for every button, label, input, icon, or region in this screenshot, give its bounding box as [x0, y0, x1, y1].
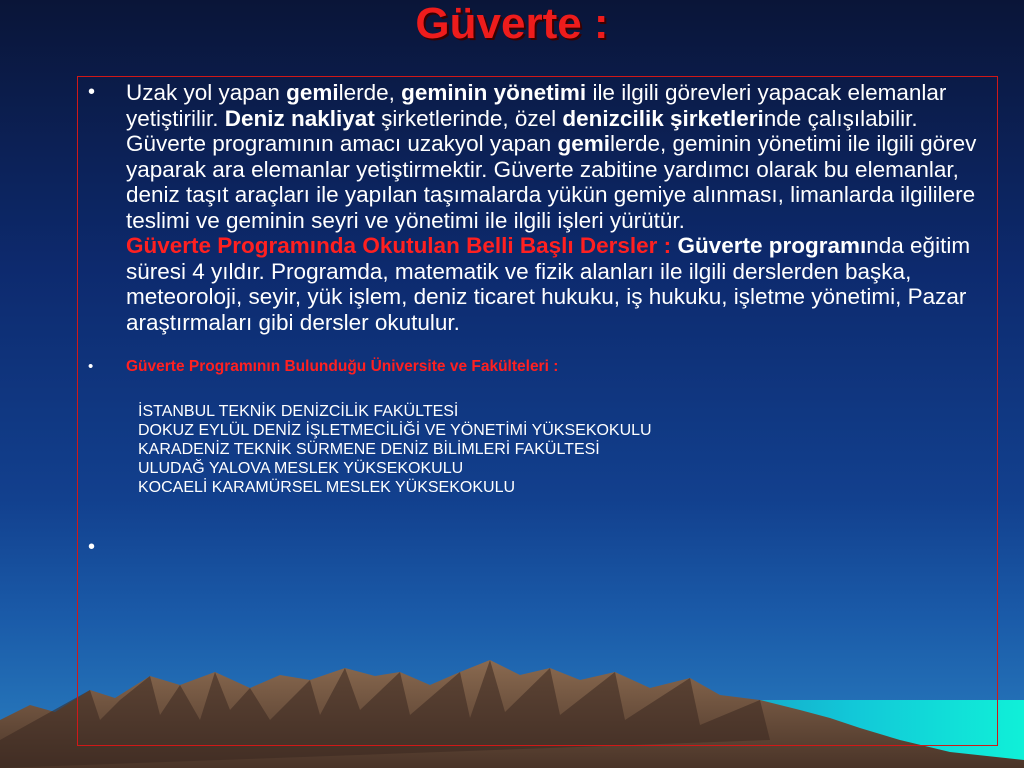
university-item: KARADENİZ TEKNİK SÜRMENE DENİZ BİLİMLERİ FAKÜLTESİ: [138, 441, 600, 458]
slide-body: [88, 80, 990, 558]
bullet-paragraph-1: [88, 80, 990, 335]
bullet-icon: •: [88, 81, 96, 103]
text-run: şirketlerinde, özel: [374, 105, 563, 131]
text-run: ile ilgili görevleri yapacak elemanlar yetiştirilir.: [126, 80, 947, 131]
text-run: nde çalışılabilir. Güverte programının amacı uzakyol yapan: [126, 105, 918, 156]
bold-term: Deniz nakliyat: [224, 105, 375, 131]
bullet-icon: •: [88, 536, 96, 558]
university-item: DOKUZ EYLÜL DENİZ İŞLETMECİLİĞİ VE YÖNETİMİ YÜKSEKOKULU: [138, 422, 652, 439]
text-run: lerde,: [338, 80, 402, 105]
bullet-icon: •: [88, 358, 94, 375]
text-run: Uzak yol yapan: [126, 80, 287, 105]
bold-term: gemi: [286, 80, 339, 105]
bullet-empty: [88, 535, 990, 558]
bold-term: denizcilik şirketleri: [562, 105, 764, 131]
slide-title: Güverte :: [415, 0, 609, 48]
university-item: ULUDAĞ YALOVA MESLEK YÜKSEKOKULU: [138, 460, 464, 477]
courses-heading: Güverte Programında Okutulan Belli Başlı Dersler :: [126, 233, 672, 258]
university-item: İSTANBUL TEKNİK DENİZCİLİK FAKÜLTESİ: [138, 403, 459, 420]
universities-heading: Güverte Programının Bulunduğu Üniversite ve Fakülteleri :: [126, 358, 559, 375]
bold-term: Güverte programı: [677, 233, 867, 258]
bullet-universities: [88, 356, 990, 378]
university-list: [88, 402, 990, 497]
text-run: lerde, geminin yönetimi ile ilgili görev yaparak ara elemanlar yetiştirmektir. Güverte zabitine yardımcı olarak bu elemanlar, deniz taşıt araçları ile yapılan taşımalarda yükün gemiye alınması, limanlarda ilgililere teslimi ve geminin seyri ve yönetimi ile ilgili işleri yürütür.: [126, 131, 977, 233]
university-item: KOCAELİ KARAMÜRSEL MESLEK YÜKSEKOKULU: [138, 479, 516, 496]
bold-term: geminin yönetimi: [401, 80, 587, 105]
bold-term: gemi: [557, 131, 610, 156]
text-run: nda eğitim süresi 4 yıldır. Programda, matematik ve fizik alanları ile ilgili derslerden başka, meteoroloji, seyir, yük işlem, deniz ticaret hukuku, iş hukuku, işletme yönetimi, Pazar araştırmaları gibi dersler okutulur.: [126, 233, 971, 335]
